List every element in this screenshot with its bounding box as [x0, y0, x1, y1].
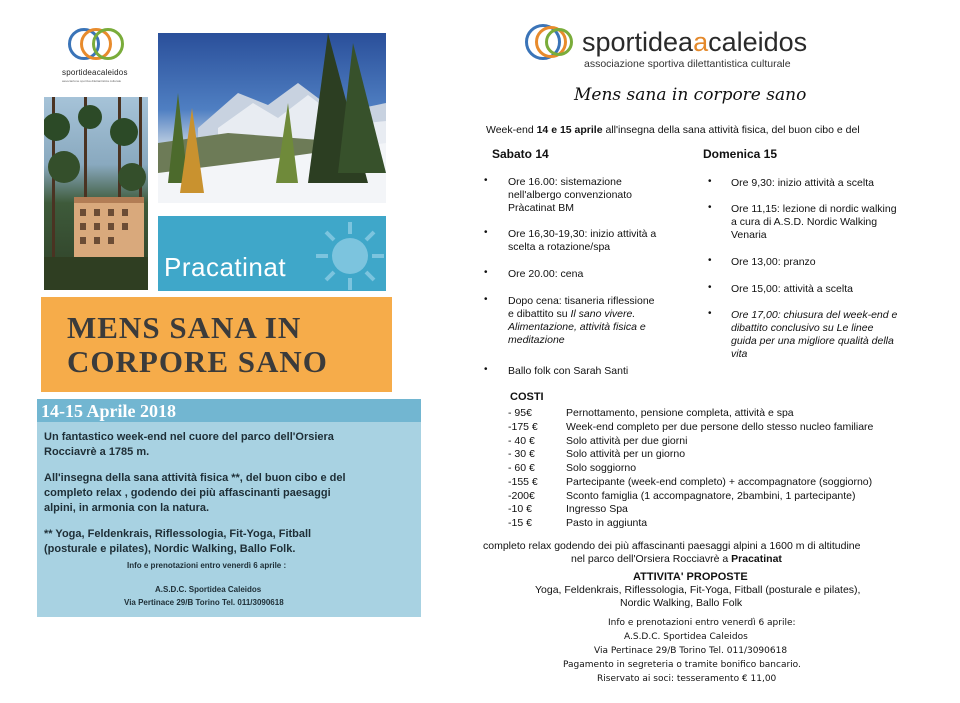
cost-amount: -175 €: [508, 421, 538, 433]
cost-desc: Sconto famiglia (1 accompagnatore, 2bambini, 1 partecipante): [566, 490, 856, 502]
bullet-icon: •: [484, 267, 488, 278]
sun-4-line1: Ore 15,00: attività a scelta: [731, 283, 853, 295]
bullet-icon: •: [484, 294, 488, 305]
address-line: Via Pertinace 29/B Torino Tel. 011/3090618: [124, 598, 284, 607]
cost-desc: Solo soggiorno: [566, 462, 637, 474]
cost-desc: Solo attività per due giorni: [566, 435, 688, 447]
sun-2-line1: Ore 11,15: lezione di nordic walking: [731, 203, 897, 215]
cost-amount: - 60 €: [508, 462, 535, 474]
forest-hotel-photo: [44, 97, 148, 290]
footer-payment: Pagamento in segreteria o tramite bonifico bancario.: [563, 660, 801, 670]
sunday-heading: Domenica 15: [703, 147, 778, 161]
cost-desc: Pasto in aggiunta: [566, 517, 648, 529]
mountain-photo: [158, 33, 386, 203]
cost-desc: Partecipante (week-end completo) + accompagnatore (soggiorno): [566, 476, 873, 488]
sun-5-line1: Ore 17,00: chiusura del week-end e: [731, 309, 898, 321]
cost-desc: Pernottamento, pensione completa, attività e spa: [566, 407, 794, 419]
cost-amount: -10 €: [508, 503, 532, 515]
relax-line2: nel parco dell'Orsiera Rocciavrè a Pracatinat: [571, 553, 782, 565]
script-title: Mens sana in corpore sano: [574, 85, 807, 105]
sat-5-line1: Ballo folk con Sarah Santi: [508, 365, 629, 377]
footer-address: Via Pertinace 29/B Torino Tel. 011/3090618: [594, 646, 788, 656]
logo-ring-green: [92, 28, 124, 60]
sun-3-line1: Ore 13,00: pranzo: [731, 256, 816, 268]
bullet-icon: •: [484, 364, 488, 375]
brand-name: sportideaacaleidos: [582, 27, 808, 57]
bullet-icon: •: [708, 202, 712, 213]
cost-amount: -15 €: [508, 517, 532, 529]
bullet-icon: •: [708, 282, 712, 293]
brand-logo-icon: [525, 24, 581, 64]
brand-subtitle: associazione sportiva dilettantistica culturale: [584, 58, 791, 70]
bullet-icon: •: [708, 255, 712, 266]
saturday-heading: Sabato 14: [492, 147, 549, 161]
date-text: 14-15 Aprile 2018: [41, 401, 176, 421]
sat-1-line3: Pràcatinat BM: [508, 202, 574, 214]
logo-text: sportideacaleidos: [62, 68, 128, 77]
intro-line: Week-end 14 e 15 aprile all'insegna della sana attività fisica, del buon cibo e del: [486, 124, 860, 136]
sun-2-line3: Venaria: [731, 229, 767, 241]
footer-org: A.S.D.C. Sportidea Caleidos: [624, 632, 748, 642]
footer-membership: Riservato ai soci: tesseramento € 11,00: [597, 674, 777, 684]
sat-1-line2: nell'albergo convenzionato: [508, 189, 633, 201]
sat-4-line3: Alimentazione, attività fisica e: [508, 321, 646, 333]
para2-line2: completo relax , godendo dei più affascinanti paesaggi: [44, 487, 331, 499]
activities-heading: ATTIVITA' PROPOSTE: [633, 571, 748, 583]
para2-line1: All'insegna della sana attività fisica **, del buon cibo e del: [44, 472, 346, 484]
sat-4-line2: e dibattito su Il sano vivere.: [508, 308, 636, 320]
sat-2-line1: Ore 16,30-19,30: inizio attività a: [508, 228, 657, 240]
info-line: Info e prenotazioni entro venerdì 6 aprile :: [127, 561, 287, 570]
sat-1-line1: Ore 16.00: sistemazione: [508, 176, 622, 188]
cost-amount: - 95€: [508, 407, 532, 419]
sun-5-line3: guida per una migliore qualità della: [731, 335, 894, 347]
bullet-icon: •: [484, 227, 488, 238]
footer-info: Info e prenotazioni entro venerdì 6 aprile:: [608, 618, 796, 628]
bullet-icon: •: [708, 308, 712, 319]
bullet-icon: •: [708, 176, 712, 187]
para3-line2: (posturale e pilates), Nordic Walking, Ballo Folk.: [44, 543, 296, 555]
sun-icon: [310, 220, 384, 290]
para3-line1: ** Yoga, Feldenkrais, Riflessologia, Fit-Yoga, Fitball: [44, 528, 312, 540]
logo-subtext: associazione sportiva dilettantistica culturale: [62, 79, 122, 83]
org-line: A.S.D.C. Sportidea Caleidos: [155, 585, 262, 594]
cost-amount: -200€: [508, 490, 535, 502]
sat-4-line4: meditazione: [508, 334, 565, 346]
para1-line2: Rocciavrè a 1785 m.: [44, 446, 150, 458]
pracatinat-band: [158, 216, 386, 291]
sun-2-line2: a cura di A.S.D. Nordic Walking: [731, 216, 878, 228]
cost-desc: Ingresso Spa: [566, 503, 628, 515]
title-box: [41, 297, 392, 392]
left-logo: [60, 28, 140, 92]
cost-amount: - 30 €: [508, 448, 535, 460]
activities-line2: Nordic Walking, Ballo Folk: [620, 597, 743, 609]
sun-1-line1: Ore 9,30: inizio attività a scelta: [731, 177, 874, 189]
sat-3-line1: Ore 20.00: cena: [508, 268, 584, 280]
activities-line1: Yoga, Feldenkrais, Riflessologia, Fit-Yoga, Fitball (posturale e pilates),: [535, 584, 861, 596]
main-title-line1: MENS SANA IN: [67, 310, 302, 345]
main-title-line2: CORPORE SANO: [67, 344, 328, 379]
cost-desc: Solo attività per un giorno: [566, 448, 686, 460]
bullet-icon: •: [484, 175, 488, 186]
sat-4-line1: Dopo cena: tisaneria riflessione: [508, 295, 655, 307]
sun-5-line4: vita: [731, 348, 748, 360]
sun-5-line2: dibattito conclusivo su Le linee: [731, 322, 874, 334]
para2-line3: alpini, in armonia con la natura.: [44, 502, 210, 514]
cost-amount: - 40 €: [508, 435, 535, 447]
info-box: [37, 399, 421, 617]
costs-heading: COSTI: [510, 391, 544, 403]
pracatinat-word: Pracatinat: [164, 252, 287, 282]
brand-ring-green: [545, 28, 573, 56]
sat-2-line2: scelta a rotazione/spa: [508, 241, 611, 253]
relax-line1: completo relax godendo dei più affascinanti paesaggi alpini a 1600 m di altitudine: [483, 540, 861, 552]
para1-line1: Un fantastico week-end nel cuore del parco dell'Orsiera: [44, 431, 334, 443]
cost-desc: Week-end completo per due persone dello stesso nucleo familiare: [566, 421, 874, 433]
cost-amount: -155 €: [508, 476, 538, 488]
